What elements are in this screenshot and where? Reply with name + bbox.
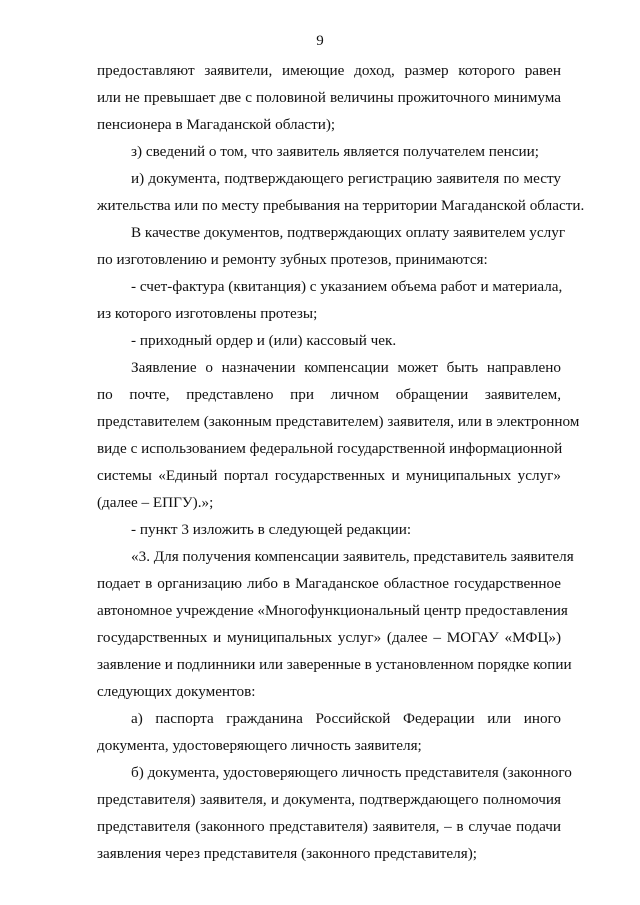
page-number: 9 [316, 33, 324, 49]
text-line: виде с использованием федеральной государственной информационной [97, 440, 563, 457]
text-line: (далее – ЕПГУ).»; [97, 494, 214, 511]
text-line: заявления через представителя (законного представителя); [97, 845, 477, 862]
text-line: - приходный ордер и (или) кассовый чек. [131, 332, 397, 349]
document-body [97, 57, 585, 867]
text-line: предоставляют заявители, имеющие доход, размер которого равен [97, 62, 561, 79]
text-line: автономное учреждение «Многофункциональный центр предоставления [97, 602, 568, 619]
text-line: из которого изготовлены протезы; [97, 305, 318, 322]
text-line: з) сведений о том, что заявитель является получателем пенсии; [131, 143, 539, 160]
text-line: представителя (законного представителя) заявителя, – в случае подачи [97, 818, 561, 835]
text-line: государственных и муниципальных услуг» (далее – МОГАУ «МФЦ») [97, 629, 561, 646]
text-line: представителя) заявителя, и документа, подтверждающего полномочия [97, 791, 561, 808]
text-line: б) документа, удостоверяющего личность представителя (законного [131, 764, 572, 781]
text-line: а) паспорта гражданина Российской Федерации или иного [131, 710, 561, 727]
text-line: по почте, представлено при личном обращении заявителем, [97, 386, 561, 403]
text-line: подает в организацию либо в Магаданское областное государственное [97, 575, 561, 592]
text-line: «3. Для получения компенсации заявитель, представитель заявителя [131, 548, 574, 565]
text-line: - пункт 3 изложить в следующей редакции: [131, 521, 412, 538]
text-line: документа, удостоверяющего личность заявителя; [97, 737, 422, 754]
text-line: по изготовлению и ремонту зубных протезов, принимаются: [97, 251, 488, 268]
text-line: системы «Единый портал государственных и муниципальных услуг» [97, 467, 561, 484]
text-line: - счет-фактура (квитанция) с указанием объема работ и материала, [131, 278, 563, 295]
text-line: и) документа, подтверждающего регистрацию заявителя по месту [131, 170, 561, 187]
text-line: заявление и подлинники или заверенные в установленном порядке копии [97, 656, 572, 673]
text-line: Заявление о назначении компенсации может быть направлено [131, 359, 561, 376]
text-line: пенсионера в Магаданской области); [97, 116, 336, 133]
text-line: или не превышает две с половиной величины прожиточного минимума [97, 89, 561, 106]
text-line: В качестве документов, подтверждающих оплату заявителем услуг [131, 224, 566, 241]
text-line: жительства или по месту пребывания на территории Магаданской области. [97, 197, 585, 214]
text-line: следующих документов: [97, 683, 256, 700]
text-line: представителем (законным представителем) заявителя, или в электронном [97, 413, 580, 430]
